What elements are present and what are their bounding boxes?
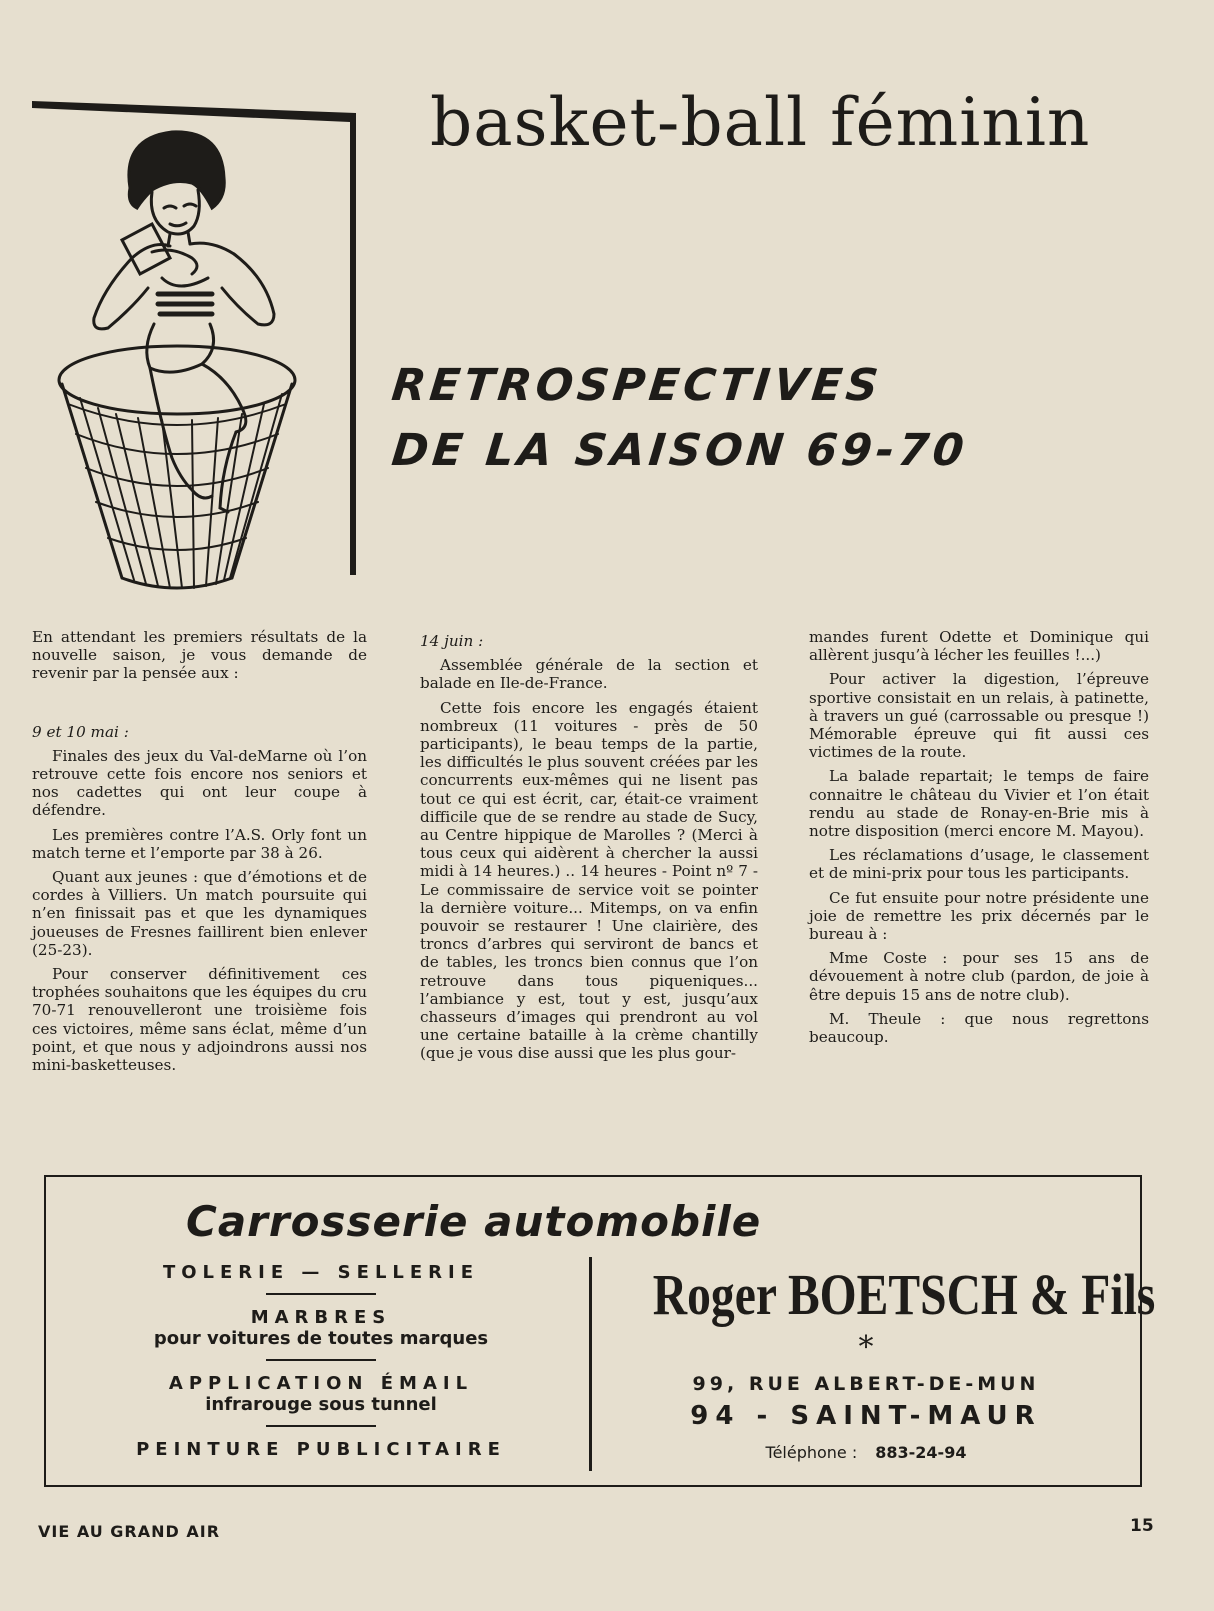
ad-company xyxy=(606,1257,1156,1462)
ad-vertical-divider xyxy=(589,1257,592,1471)
ad-line: MARBRES xyxy=(250,1307,392,1328)
paragraph: M. Theule : que nous regrettons beaucoup. xyxy=(809,1009,1149,1047)
paragraph: Quant aux jeunes : que d’émotions et de cordes à Villiers. Un match poursuite qui n’en finissait pas et que les dynamiques joueuses de Fresnes faillirent bien enlever (25-23). xyxy=(32,868,367,959)
paragraph: Mme Coste : pour ses 15 ans de dévouement à notre club (pardon, de joie à être depuis 15 ans de notre club). xyxy=(809,949,1149,1004)
phone-number: 883-24-94 xyxy=(875,1443,967,1462)
paragraph: Cette fois encore les engagés étaient nombreux (11 voitures - près de 50 participants), le beau temps de la partie, les difficultés le plus souvent créées par les concurrents eux-mêmes qui ne lisent pas tout ce qui est écrit, car, était-ce vraiment difficile que de se rendre au stade de Sucy, au Centre hippique de Marolles ? (Merci à tous ceux qui aidèrent à chercher la aussi midi à 14 heures.) .. 14 heures - Point nº 7 - Le commissaire de service voit se pointer la dernière voiture... Mitemps, on va enfin pouvoir se restaurer ! Une clairière, des troncs d’arbres qui serviront de bancs et de tables, les troncs bien connus que l’on retrouve dans tous piqueniques... l’ambiance y est, tout y est, jusqu’aux chasseurs d’images qui prendront au vol une certaine bataille à la crème chantilly (que je vous dise aussi que les plus gour- xyxy=(420,698,758,1063)
paragraph: Les réclamations d’usage, le classement et de mini-prix pour tous les participants. xyxy=(809,846,1149,883)
divider xyxy=(266,1425,376,1427)
paragraph: Pour conserver définitivement ces trophées souhaitons que les équipes du cru 70-71 renouvelleront une troisième fois ces victoires, même sans éclat, même d’un point, et que nous y adjoindrons aussi nos mini-basketteuses. xyxy=(32,965,368,1075)
date-heading: 9 et 10 mai : xyxy=(32,722,129,741)
ad-line: APPLICATION ÉMAIL xyxy=(168,1373,474,1394)
paragraph: Finales des jeux du Val-deMarne où l’on retrouve cette fois encore nos seniors et nos cadettes qui ont leur coupe à défendre. xyxy=(32,746,367,820)
subtitle-line-2: DE LA SAISON 69-70 xyxy=(389,425,971,476)
ad-headline: Carrosserie automobile xyxy=(186,1197,762,1246)
divider xyxy=(266,1293,376,1295)
ad-line: PEINTURE PUBLICITAIRE xyxy=(136,1439,506,1460)
paragraph: Ce fut ensuite pour notre présidente une joie de remettre les prix décernés par le bureau à : xyxy=(809,888,1149,944)
publication-name: VIE AU GRAND AIR xyxy=(38,1522,221,1541)
article-column-1 xyxy=(32,628,367,1080)
article-column-2 xyxy=(420,632,758,1069)
address-street: 99, RUE ALBERT-DE-MUN xyxy=(692,1373,1040,1395)
article-intro: En attendant les premiers résultats de la nouvelle saison, je vous demande de revenir par la pensée aux : xyxy=(32,628,367,683)
subtitle-line-1: RETROSPECTIVES xyxy=(389,360,885,411)
address-city: 94 - SAINT-MAUR xyxy=(690,1401,1042,1431)
advertisement-box xyxy=(44,1175,1156,1487)
company-name: Roger BOETSCH & Fils xyxy=(652,1262,1156,1327)
ad-line: pour voitures de toutes marques xyxy=(153,1328,489,1349)
divider xyxy=(266,1359,376,1361)
ad-services xyxy=(96,1262,546,1460)
ad-line: infrarouge sous tunnel xyxy=(205,1394,437,1415)
phone-label: Téléphone : xyxy=(765,1443,858,1462)
ad-line: TOLERIE — SELLERIE xyxy=(162,1262,480,1283)
phone-line xyxy=(606,1443,1126,1462)
star-icon: * xyxy=(858,1330,874,1365)
page-title: basket-ball féminin xyxy=(430,84,1091,161)
article-column-3 xyxy=(809,628,1149,1052)
paragraph: Les premières contre l’A.S. Orly font un match terne et l’emporte par 38 à 26. xyxy=(32,825,367,862)
paragraph: Assemblée générale de la section et balade en Ile-de-France. xyxy=(420,656,758,693)
paragraph: Pour activer la digestion, l’épreuve sportive consistait en un relais, à patinette, à travers un gué (carrossable ou presque !) Mémorable épreuve qui fit aussi ces victimes de la route. xyxy=(809,670,1149,762)
paragraph: mandes furent Odette et Dominique qui allèrent jusqu’à lécher les feuilles !...) xyxy=(809,628,1149,665)
date-heading: 14 juin : xyxy=(420,632,484,650)
basketball-player-illustration xyxy=(52,128,302,598)
paragraph: La balade repartait; le temps de faire connaitre le château du Vivier et l’on était rendu au stade de Ronay-en-Brie mis à notre disposition (merci encore M. Mayou). xyxy=(809,767,1149,841)
page-number: 15 xyxy=(1130,1516,1154,1536)
